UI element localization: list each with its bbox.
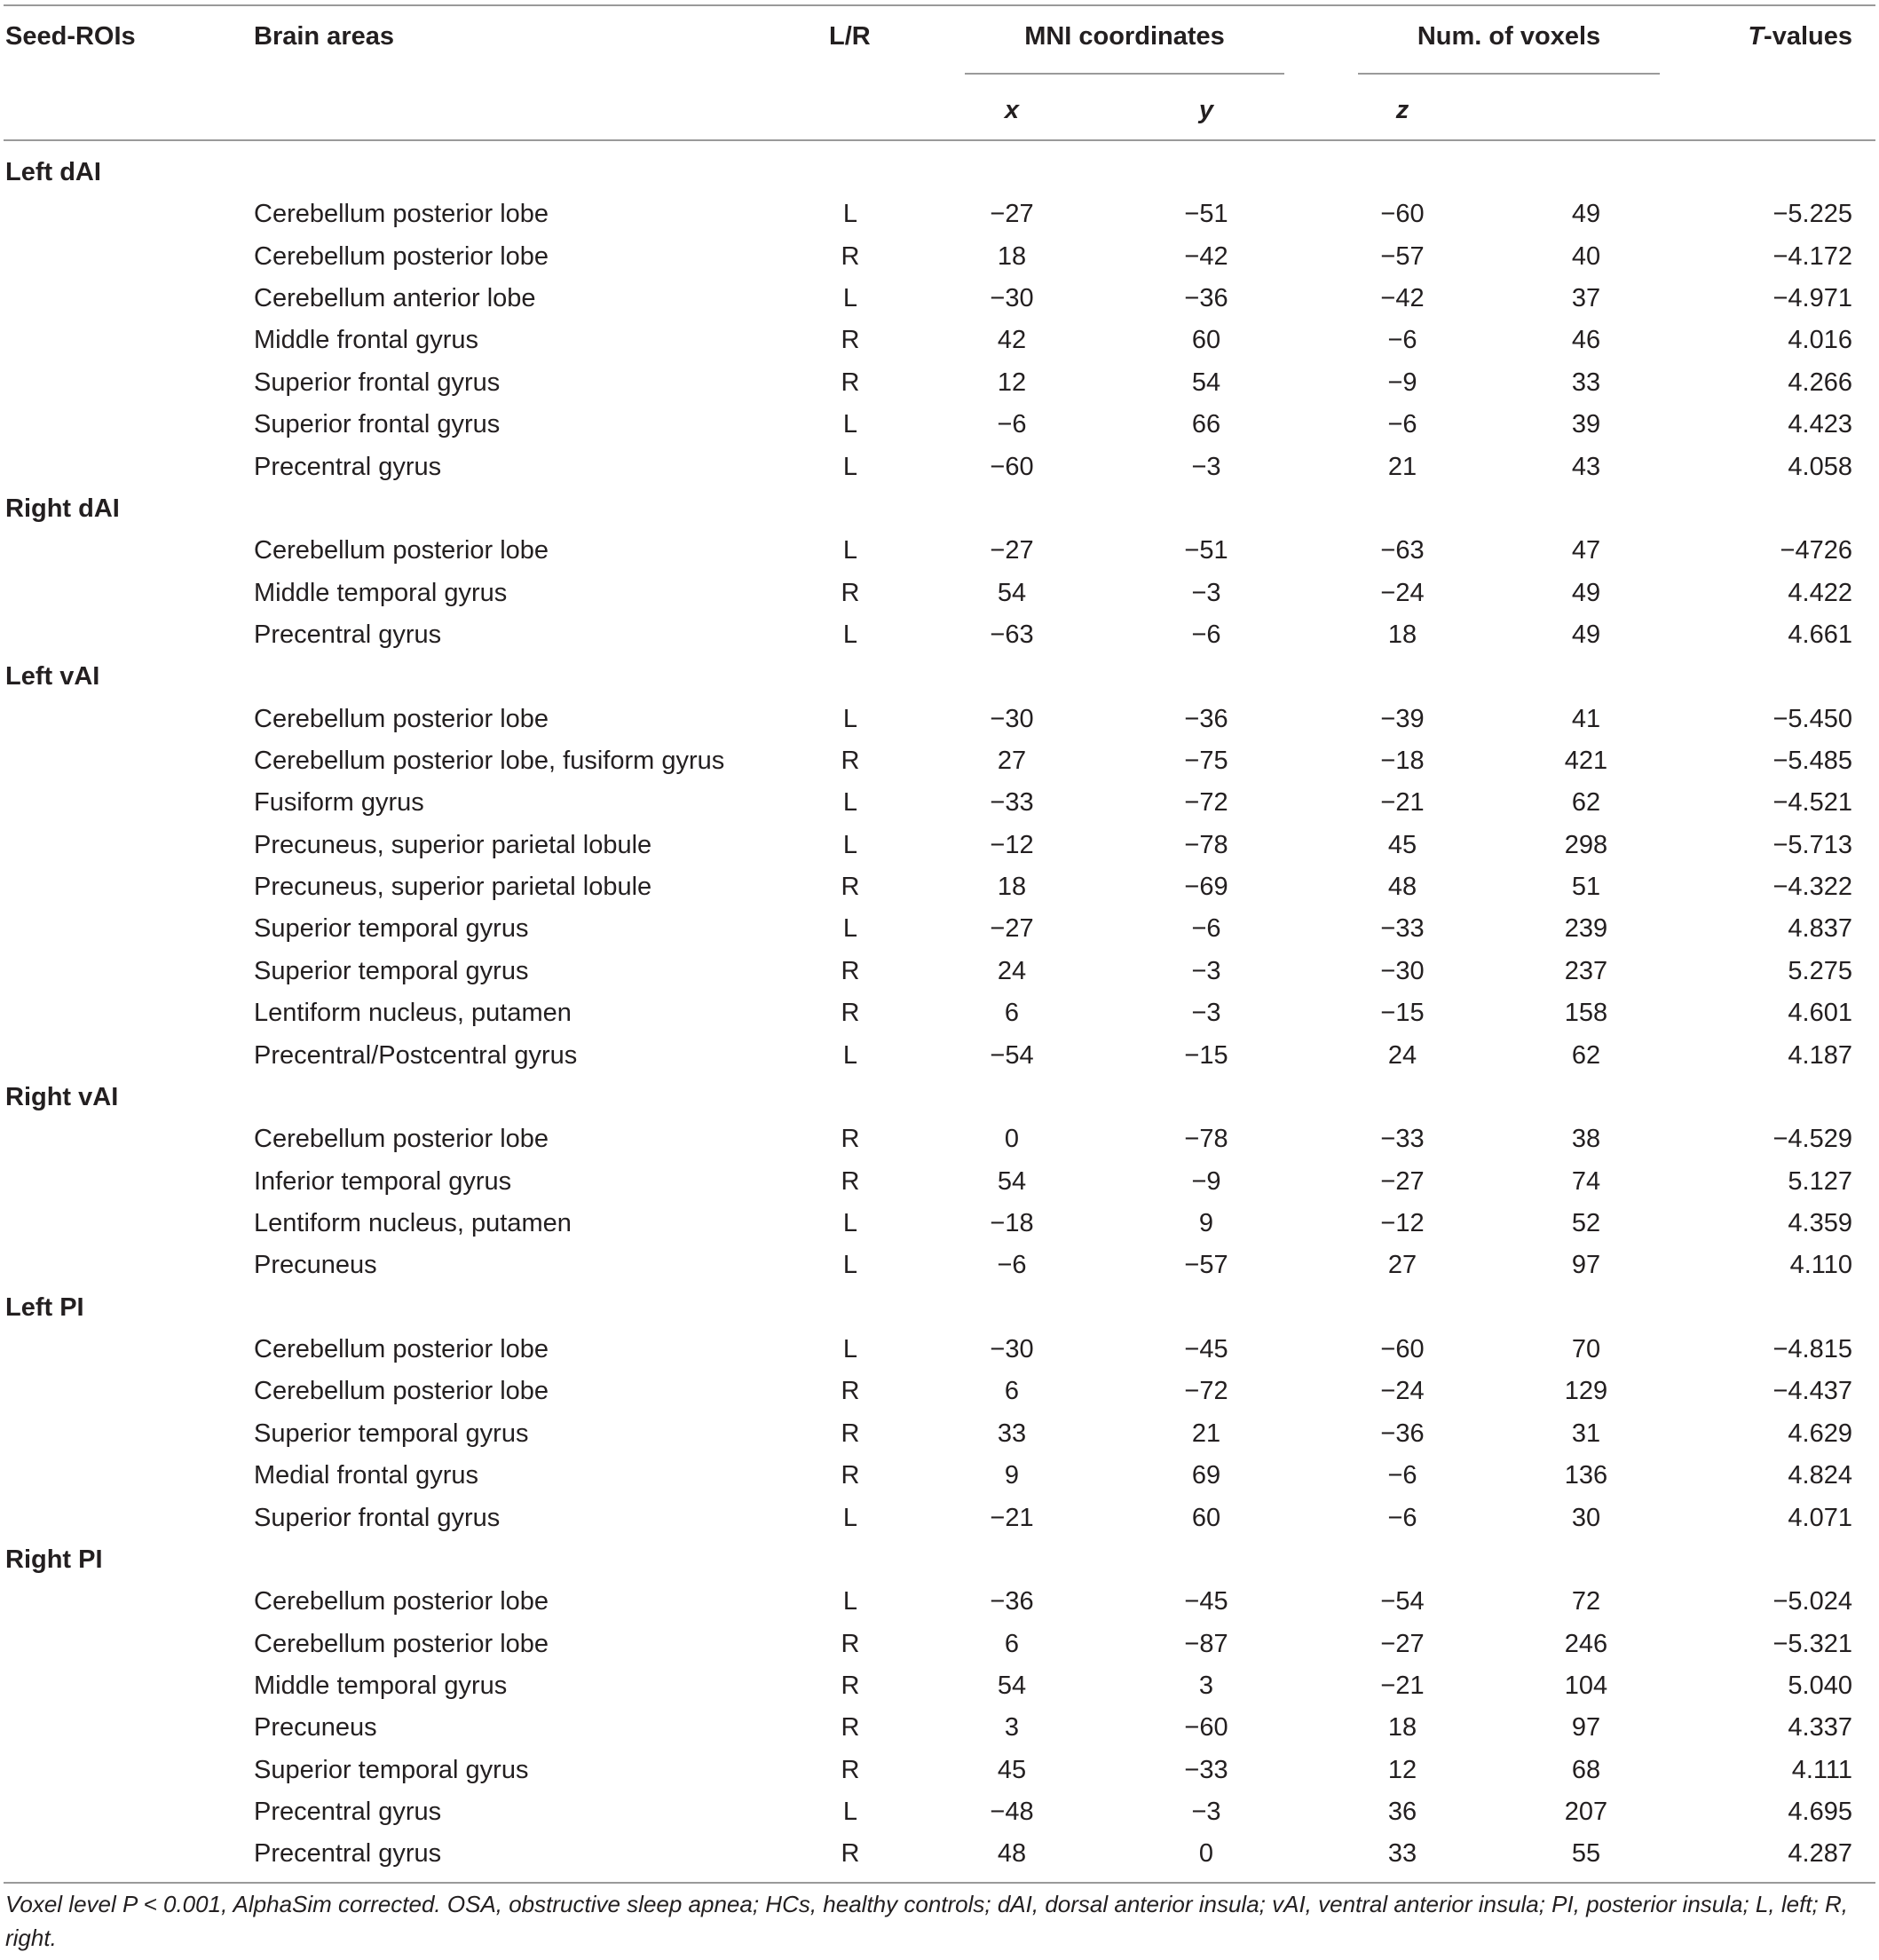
hemisphere-cell: L	[842, 1335, 858, 1363]
brain-area-cell: Middle temporal gyrus	[254, 579, 508, 607]
hemisphere-cell: R	[841, 368, 860, 397]
mni-y-cell: −78	[1184, 831, 1228, 859]
voxel-count-cell: 33	[1571, 368, 1601, 397]
hemisphere-cell: L	[842, 536, 858, 565]
voxel-count-cell: 421	[1564, 747, 1608, 775]
t-value-cell: 4.661	[1788, 620, 1852, 649]
mni-x-cell: −48	[990, 1798, 1034, 1826]
mni-z-cell: −33	[1380, 914, 1425, 943]
hemisphere-cell: R	[841, 1377, 860, 1405]
voxel-count-cell: 136	[1564, 1461, 1608, 1490]
mni-x-cell: 33	[997, 1419, 1027, 1448]
brain-area-cell: Cerebellum posterior lobe	[254, 200, 549, 228]
mni-y-cell: −36	[1184, 284, 1228, 312]
brain-area-cell: Medial frontal gyrus	[254, 1461, 479, 1490]
voxels-underline	[1358, 73, 1660, 75]
mni-underline	[965, 73, 1284, 75]
mni-x-cell: −60	[990, 453, 1034, 481]
mni-y-cell: −9	[1191, 1167, 1221, 1196]
t-value-cell: 4.629	[1788, 1419, 1852, 1448]
mni-y-cell: −15	[1184, 1041, 1228, 1070]
bottom-rule	[4, 1882, 1875, 1884]
header-t-values	[1669, 21, 1852, 51]
hemisphere-cell: R	[841, 873, 860, 901]
mni-z-cell: −57	[1380, 242, 1425, 271]
header-lr: L/R	[829, 22, 871, 51]
mni-x-cell: −6	[997, 410, 1027, 439]
brain-area-cell: Cerebellum posterior lobe	[254, 1335, 549, 1363]
mni-z-cell: −33	[1380, 1125, 1425, 1153]
mni-y-cell: −6	[1191, 620, 1221, 649]
brain-area-cell: Precuneus, superior parietal lobule	[254, 831, 652, 859]
mni-z-cell: 18	[1387, 620, 1417, 649]
voxel-count-cell: 51	[1571, 873, 1601, 901]
mni-y-cell: 69	[1191, 1461, 1221, 1490]
mni-z-cell: −24	[1380, 1377, 1425, 1405]
brain-area-cell: Superior temporal gyrus	[254, 1419, 529, 1448]
mni-x-cell: −30	[990, 705, 1034, 733]
mni-x-cell: −27	[990, 200, 1034, 228]
voxel-count-cell: 52	[1571, 1209, 1601, 1237]
voxel-count-cell: 74	[1571, 1167, 1601, 1196]
hemisphere-cell: R	[841, 1839, 860, 1868]
mni-z-cell: −42	[1380, 284, 1425, 312]
hemisphere-cell: R	[841, 1630, 860, 1658]
t-value-cell: −4.529	[1772, 1125, 1852, 1153]
t-value-cell: 4.058	[1788, 453, 1852, 481]
mni-z-cell: 45	[1387, 831, 1417, 859]
hemisphere-cell: R	[841, 957, 860, 985]
voxel-count-cell: 298	[1564, 831, 1608, 859]
mni-z-cell: −6	[1387, 326, 1417, 354]
mni-y-cell: −87	[1184, 1630, 1228, 1658]
hemisphere-cell: L	[842, 705, 858, 733]
mni-y-cell: −3	[1191, 957, 1221, 985]
group-label: Right vAI	[5, 1083, 119, 1111]
mni-z-cell: −9	[1387, 368, 1417, 397]
brain-area-cell: Precuneus, superior parietal lobule	[254, 873, 652, 901]
mni-z-cell: 21	[1387, 453, 1417, 481]
voxel-count-cell: 55	[1571, 1839, 1601, 1868]
brain-area-cell: Precentral gyrus	[254, 1839, 442, 1868]
mni-z-cell: −27	[1380, 1630, 1425, 1658]
mni-y-cell: −75	[1184, 747, 1228, 775]
brain-area-cell: Lentiform nucleus, putamen	[254, 1209, 572, 1237]
mni-y-cell: −78	[1184, 1125, 1228, 1153]
mni-x-cell: −30	[990, 1335, 1034, 1363]
brain-area-cell: Cerebellum posterior lobe	[254, 1125, 549, 1153]
voxel-count-cell: 97	[1571, 1251, 1601, 1279]
t-value-cell: −4.521	[1772, 788, 1852, 817]
hemisphere-cell: L	[842, 620, 858, 649]
brain-area-cell: Precentral gyrus	[254, 620, 442, 649]
mni-z-cell: 24	[1387, 1041, 1417, 1070]
mni-x-cell: 54	[997, 579, 1027, 607]
mni-x-cell: 9	[1004, 1461, 1020, 1490]
voxel-count-cell: 237	[1564, 957, 1608, 985]
mni-y-cell: −45	[1184, 1587, 1228, 1616]
voxel-count-cell: 37	[1571, 284, 1601, 312]
t-value-cell: 4.359	[1788, 1209, 1852, 1237]
t-value-cell: −4.437	[1772, 1377, 1852, 1405]
mni-z-cell: −27	[1380, 1167, 1425, 1196]
t-value-cell: 4.824	[1788, 1461, 1852, 1490]
brain-area-cell: Superior temporal gyrus	[254, 957, 529, 985]
t-value-cell: 4.837	[1788, 914, 1852, 943]
mni-x-cell: −54	[990, 1041, 1034, 1070]
mni-y-cell: 0	[1198, 1839, 1214, 1868]
header-z: z	[1395, 96, 1409, 124]
brain-area-cell: Superior temporal gyrus	[254, 1756, 529, 1784]
brain-area-cell: Inferior temporal gyrus	[254, 1167, 512, 1196]
mni-y-cell: −51	[1184, 536, 1228, 565]
voxel-count-cell: 68	[1571, 1756, 1601, 1784]
t-value-cell: −5.024	[1772, 1587, 1852, 1616]
hemisphere-cell: L	[842, 453, 858, 481]
mni-z-cell: 36	[1387, 1798, 1417, 1826]
voxel-count-cell: 158	[1564, 999, 1608, 1027]
mni-x-cell: −12	[990, 831, 1034, 859]
header-seed-rois: Seed-ROIs	[5, 22, 136, 51]
mni-z-cell: −15	[1380, 999, 1425, 1027]
mni-x-cell: 27	[997, 747, 1027, 775]
mni-x-cell: −33	[990, 788, 1034, 817]
mni-y-cell: −60	[1184, 1713, 1228, 1742]
hemisphere-cell: R	[841, 747, 860, 775]
mni-x-cell: −18	[990, 1209, 1034, 1237]
hemisphere-cell: L	[842, 200, 858, 228]
voxel-count-cell: 30	[1571, 1504, 1601, 1532]
mni-x-cell: −30	[990, 284, 1034, 312]
group-label: Left dAI	[5, 158, 101, 186]
hemisphere-cell: R	[841, 1672, 860, 1700]
hemisphere-cell: L	[842, 914, 858, 943]
voxel-count-cell: 40	[1571, 242, 1601, 271]
mni-y-cell: −69	[1184, 873, 1228, 901]
mni-z-cell: 27	[1387, 1251, 1417, 1279]
voxel-count-cell: 49	[1571, 579, 1601, 607]
mni-x-cell: 6	[1004, 1377, 1020, 1405]
t-value-cell: −4.172	[1772, 242, 1852, 271]
mni-y-cell: 60	[1191, 326, 1221, 354]
mni-y-cell: −6	[1191, 914, 1221, 943]
table-footnote: Voxel level P < 0.001, AlphaSim corrected. OSA, obstructive sleep apnea; HCs, healthy controls; dAI, dorsal anterior insula; vAI, ventral anterior insula; PI, posterior insula; L, left; R, right.	[5, 1891, 1848, 1951]
t-value-cell: −4.971	[1772, 284, 1852, 312]
mni-x-cell: 6	[1004, 1630, 1020, 1658]
voxel-count-cell: 62	[1571, 1041, 1601, 1070]
mni-x-cell: 54	[997, 1167, 1027, 1196]
hemisphere-cell: L	[842, 1041, 858, 1070]
mni-z-cell: −60	[1380, 200, 1425, 228]
mni-y-cell: −51	[1184, 200, 1228, 228]
brain-area-cell: Cerebellum posterior lobe	[254, 1377, 549, 1405]
mni-x-cell: 18	[997, 873, 1027, 901]
brain-area-cell: Cerebellum posterior lobe	[254, 1587, 549, 1616]
t-value-cell: −4726	[1780, 536, 1852, 565]
brain-area-cell: Cerebellum posterior lobe	[254, 536, 549, 565]
voxel-count-cell: 49	[1571, 620, 1601, 649]
t-value-cell: −4.815	[1772, 1335, 1852, 1363]
mni-x-cell: −36	[990, 1587, 1034, 1616]
mni-z-cell: −6	[1387, 410, 1417, 439]
hemisphere-cell: R	[841, 1125, 860, 1153]
hemisphere-cell: L	[842, 788, 858, 817]
t-value-cell: −5.450	[1772, 705, 1852, 733]
t-value-cell: 4.266	[1788, 368, 1852, 397]
brain-area-cell: Cerebellum posterior lobe	[254, 705, 549, 733]
mni-y-cell: −3	[1191, 999, 1221, 1027]
mni-x-cell: 12	[997, 368, 1027, 397]
brain-area-cell: Cerebellum posterior lobe, fusiform gyrus	[254, 747, 725, 775]
voxel-count-cell: 246	[1564, 1630, 1608, 1658]
group-label: Right dAI	[5, 494, 120, 523]
t-value-cell: 4.287	[1788, 1839, 1852, 1868]
group-label: Left vAI	[5, 662, 100, 691]
header-rule	[4, 139, 1875, 141]
mni-x-cell: 42	[997, 326, 1027, 354]
voxel-count-cell: 38	[1571, 1125, 1601, 1153]
voxel-count-cell: 104	[1564, 1672, 1608, 1700]
mni-x-cell: −27	[990, 914, 1034, 943]
t-value-cell: 4.337	[1788, 1713, 1852, 1742]
mni-y-cell: 21	[1191, 1419, 1221, 1448]
t-value-cell: 4.423	[1788, 410, 1852, 439]
mni-x-cell: 54	[997, 1672, 1027, 1700]
hemisphere-cell: L	[842, 1251, 858, 1279]
hemisphere-cell: R	[841, 242, 860, 271]
mni-z-cell: −6	[1387, 1461, 1417, 1490]
t-value-cell: 4.016	[1788, 326, 1852, 354]
mni-x-cell: −27	[990, 536, 1034, 565]
hemisphere-cell: R	[841, 999, 860, 1027]
group-label: Right PI	[5, 1545, 103, 1574]
mni-z-cell: −30	[1380, 957, 1425, 985]
voxel-count-cell: 49	[1571, 200, 1601, 228]
hemisphere-cell: L	[842, 831, 858, 859]
t-value-cell: 5.040	[1788, 1672, 1852, 1700]
mni-y-cell: −72	[1184, 1377, 1228, 1405]
header-mni-coordinates: MNI coordinates	[1024, 22, 1225, 51]
mni-z-cell: −63	[1380, 536, 1425, 565]
mni-z-cell: −12	[1380, 1209, 1425, 1237]
mni-y-cell: 60	[1191, 1504, 1221, 1532]
voxel-count-cell: 41	[1571, 705, 1601, 733]
header-num-voxels: Num. of voxels	[1417, 22, 1601, 51]
header-y: y	[1198, 96, 1214, 124]
mni-x-cell: 48	[997, 1839, 1027, 1868]
mni-x-cell: 3	[1004, 1713, 1020, 1742]
brain-area-cell: Precentral/Postcentral gyrus	[254, 1041, 578, 1070]
mni-x-cell: 18	[997, 242, 1027, 271]
hemisphere-cell: L	[842, 1587, 858, 1616]
voxel-count-cell: 39	[1571, 410, 1601, 439]
voxel-count-cell: 129	[1564, 1377, 1608, 1405]
mni-y-cell: −33	[1184, 1756, 1228, 1784]
mni-x-cell: 24	[997, 957, 1027, 985]
voxel-count-cell: 72	[1571, 1587, 1601, 1616]
hemisphere-cell: L	[842, 284, 858, 312]
mni-z-cell: −60	[1380, 1335, 1425, 1363]
mni-y-cell: −45	[1184, 1335, 1228, 1363]
mni-y-cell: −72	[1184, 788, 1228, 817]
mni-z-cell: −39	[1380, 705, 1425, 733]
hemisphere-cell: R	[841, 1461, 860, 1490]
header-brain-areas: Brain areas	[254, 22, 394, 51]
brain-area-cell: Cerebellum posterior lobe	[254, 242, 549, 271]
mni-y-cell: −3	[1191, 1798, 1221, 1826]
hemisphere-cell: R	[841, 1713, 860, 1742]
mni-x-cell: 6	[1004, 999, 1020, 1027]
mni-z-cell: −21	[1380, 1672, 1425, 1700]
voxel-count-cell: 46	[1571, 326, 1601, 354]
voxel-count-cell: 239	[1564, 914, 1608, 943]
mni-z-cell: 12	[1387, 1756, 1417, 1784]
voxel-count-cell: 31	[1571, 1419, 1601, 1448]
brain-area-cell: Superior temporal gyrus	[254, 914, 529, 943]
t-value-cell: 4.601	[1788, 999, 1852, 1027]
hemisphere-cell: L	[842, 410, 858, 439]
t-value-cell: 4.187	[1788, 1041, 1852, 1070]
brain-area-cell: Fusiform gyrus	[254, 788, 424, 817]
t-value-cell: 4.110	[1789, 1251, 1852, 1279]
mni-z-cell: −6	[1387, 1504, 1417, 1532]
mni-x-cell: −6	[997, 1251, 1027, 1279]
mni-y-cell: 66	[1191, 410, 1221, 439]
brain-area-cell: Superior frontal gyrus	[254, 410, 501, 439]
mni-y-cell: −36	[1184, 705, 1228, 733]
t-value-cell: −5.225	[1772, 200, 1852, 228]
t-value-cell: −5.713	[1772, 831, 1852, 859]
mni-z-cell: −54	[1380, 1587, 1425, 1616]
voxel-count-cell: 207	[1564, 1798, 1608, 1826]
mni-z-cell: 33	[1387, 1839, 1417, 1868]
brain-area-cell: Middle frontal gyrus	[254, 326, 479, 354]
hemisphere-cell: R	[841, 326, 860, 354]
mni-y-cell: 3	[1198, 1672, 1214, 1700]
mni-y-cell: −42	[1184, 242, 1228, 271]
hemisphere-cell: R	[841, 1756, 860, 1784]
header-t-rest: -values	[1764, 22, 1852, 51]
t-value-cell: 4.695	[1788, 1798, 1852, 1826]
voxel-count-cell: 97	[1571, 1713, 1601, 1742]
brain-area-cell: Cerebellum anterior lobe	[254, 284, 536, 312]
voxel-count-cell: 47	[1571, 536, 1601, 565]
t-value-cell: 5.275	[1788, 957, 1852, 985]
mni-x-cell: −21	[990, 1504, 1034, 1532]
mni-y-cell: 54	[1191, 368, 1221, 397]
hemisphere-cell: L	[842, 1504, 858, 1532]
voxel-count-cell: 70	[1571, 1335, 1601, 1363]
hemisphere-cell: L	[842, 1209, 858, 1237]
mni-z-cell: 18	[1387, 1713, 1417, 1742]
brain-area-cell: Lentiform nucleus, putamen	[254, 999, 572, 1027]
t-value-cell: −4.322	[1772, 873, 1852, 901]
t-value-cell: −5.321	[1772, 1630, 1852, 1658]
mni-x-cell: 0	[1004, 1125, 1020, 1153]
mni-y-cell: −57	[1184, 1251, 1228, 1279]
hemisphere-cell: L	[842, 1798, 858, 1826]
mni-y-cell: 9	[1198, 1209, 1214, 1237]
header-x: x	[1004, 96, 1020, 124]
mni-z-cell: −18	[1380, 747, 1425, 775]
mni-z-cell: −24	[1380, 579, 1425, 607]
mni-z-cell: 48	[1387, 873, 1417, 901]
t-value-cell: 4.111	[1791, 1756, 1852, 1784]
mni-y-cell: −3	[1191, 579, 1221, 607]
mni-z-cell: −21	[1380, 788, 1425, 817]
hemisphere-cell: R	[841, 1419, 860, 1448]
brain-area-cell: Precentral gyrus	[254, 1798, 442, 1826]
brain-area-cell: Middle temporal gyrus	[254, 1672, 508, 1700]
mni-z-cell: −36	[1380, 1419, 1425, 1448]
brain-area-cell: Superior frontal gyrus	[254, 368, 501, 397]
brain-area-cell: Precuneus	[254, 1713, 377, 1742]
t-value-cell: 4.422	[1788, 579, 1852, 607]
voxel-count-cell: 62	[1571, 788, 1601, 817]
mni-y-cell: −3	[1191, 453, 1221, 481]
t-value-cell: 4.071	[1788, 1504, 1852, 1532]
brain-area-cell: Precentral gyrus	[254, 453, 442, 481]
header-t-italic: T	[1748, 22, 1765, 51]
mni-x-cell: −63	[990, 620, 1034, 649]
brain-area-cell: Cerebellum posterior lobe	[254, 1630, 549, 1658]
brain-area-cell: Precuneus	[254, 1251, 377, 1279]
voxel-count-cell: 43	[1571, 453, 1601, 481]
top-rule	[4, 4, 1875, 6]
hemisphere-cell: R	[841, 579, 860, 607]
t-value-cell: 5.127	[1788, 1167, 1852, 1196]
group-label: Left PI	[5, 1293, 84, 1322]
brain-area-cell: Superior frontal gyrus	[254, 1504, 501, 1532]
hemisphere-cell: R	[841, 1167, 860, 1196]
mni-x-cell: 45	[997, 1756, 1027, 1784]
t-value-cell: −5.485	[1772, 747, 1852, 775]
